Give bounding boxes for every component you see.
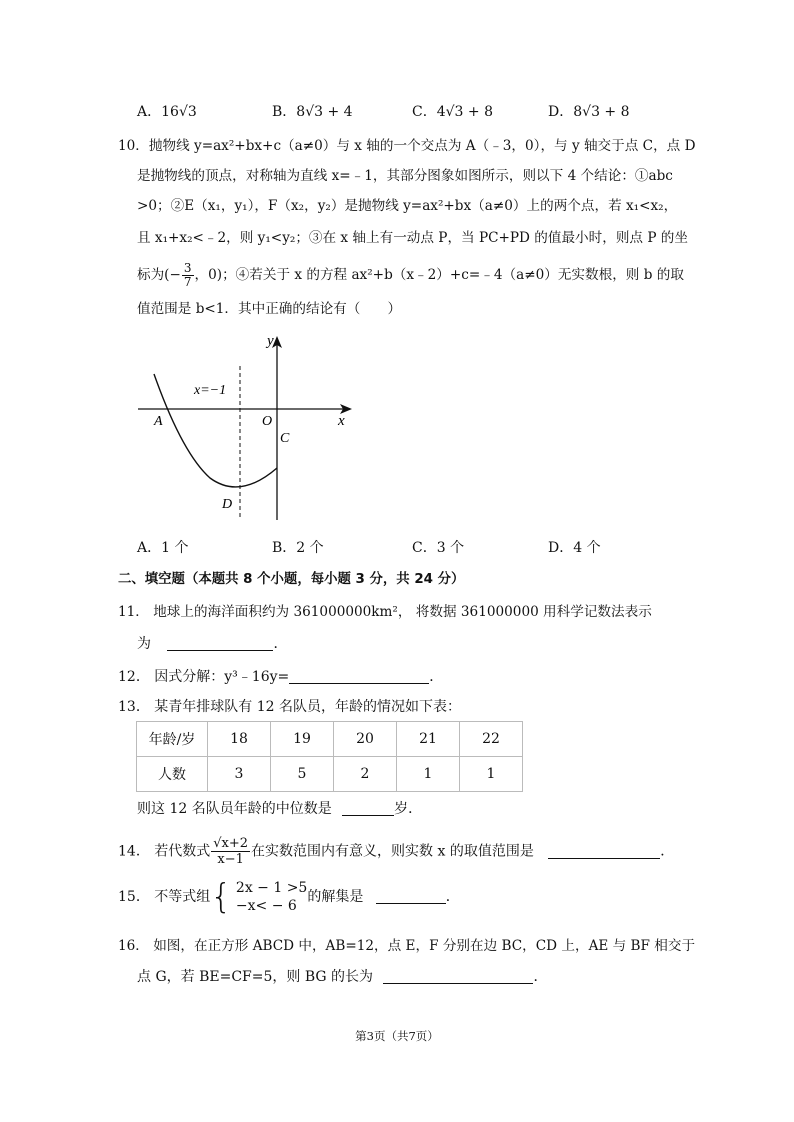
table-cell: 1 [460,757,523,792]
q10-line1: 10．抛物线 y=ax²+bx+c（a≠0）与 x 轴的一个交点为 A（﹣3，0），与 y 轴交于点 C，点 D [118,138,696,154]
q10-option-d: D．4 个 [548,540,601,556]
q9-option-a: A．16√3 [137,104,197,120]
section-title: 二、填空题（本题共 8 个小题，每小题 3 分，共 24 分） [118,572,465,587]
q9-option-c: C．4√3 + 8 [412,104,493,120]
q14-answer-blank[interactable] [548,842,660,859]
table-cell: 3 [208,757,271,792]
q12-line: 12． 因式分解：y³﹣16y= ． [118,669,444,685]
q10-line3: >0；②E（x₁，y₁），F（x₂，y₂）是抛物线 y=ax²+bx（a≠0）上的两个点，若 x₁<x₂， [137,198,678,214]
q9-option-d: D．8√3 + 8 [548,104,630,120]
fraction-3-7: $\frac{3}{7}$ [183,261,192,289]
q10-option-a: A．1 个 [137,540,189,556]
inequality-system: 2x − 1 >5 −x< − 6 [235,880,308,914]
q16-answer-blank[interactable] [383,967,533,984]
label-origin: O [262,414,273,429]
label-point-d: D [222,497,233,512]
table-cell: 年龄/岁 [137,722,208,757]
table-cell: 人数 [137,757,208,792]
table-cell: 1 [397,757,460,792]
q10-line4: 且 x₁+x₂<﹣2，则 y₁<y₂；③在 x 轴上有一动点 P，当 PC+PD 的值最小时，则点 P 的坐 [137,230,688,246]
parabola-graph [130,328,360,528]
table-cell: 18 [208,722,271,757]
q11-answer-blank[interactable] [167,634,273,651]
q13-line2: 则这 12 名队员年龄的中位数是 岁． [137,801,423,817]
table-cell: 22 [460,722,523,757]
q10-line6: 值范围是 b<1．其中正确的结论有（ ） [137,301,402,317]
q11-line2: 为 ． [137,636,288,652]
q10-option-c: C．3 个 [412,540,465,556]
q10-option-b: B．2 个 [272,540,324,556]
q15-line: 15． 不等式组{ 2x − 1 >5 −x< − 6 的解集是 ． [118,877,460,917]
q11-line1: 11． 地球上的海洋面积约为 361000000km²， 将数据 361000000 用科学记数法表示 [118,604,652,620]
page-footer: 第3页（共7页） [355,1029,439,1043]
q9-option-b: B．8√3 + 4 [272,104,353,120]
q10-line5: 标为(− $\frac{3}{7}$ ，0)；④若关于 x 的方程 ax²+b（x﹣2）+c=﹣4（a≠0）无实数根，则 b 的取 [137,261,684,289]
q15-answer-blank[interactable] [376,887,446,904]
table-row [137,722,523,757]
label-point-c: C [280,431,290,446]
q10-line2: 是抛物线的顶点，对称轴为直线 x=﹣1，其部分图象如图所示，则以下 4 个结论：①abc [137,168,673,184]
label-point-a: A [154,414,163,429]
q14-line: 14． 若代数式 $\frac{√x+2}{x-1}$ 在实数范围内有意义，则实数 x 的取值范围是 ． [118,836,675,867]
table-cell: 20 [334,722,397,757]
table-cell: 19 [271,722,334,757]
brace-icon: { [210,877,232,917]
table-cell: 21 [397,722,460,757]
table-row [137,757,523,792]
label-x: x [338,413,345,429]
q16-line2: 点 G，若 BE=CF=5，则 BG 的长为 ． [137,969,548,985]
q12-answer-blank[interactable] [289,667,429,684]
label-y: y [267,333,274,349]
age-table [136,721,523,792]
table-cell: 5 [271,757,334,792]
q16-line1: 16． 如图，在正方形 ABCD 中，AB=12，点 E，F 分别在边 BC，CD 上，AE 与 BF 相交于 [118,938,696,954]
q13-line1: 13． 某青年排球队有 12 名队员，年龄的情况如下表： [118,699,461,715]
label-symmetry: x=−1 [194,383,227,398]
table-cell: 2 [334,757,397,792]
fraction-sqrt: $\frac{√x+2}{x-1}$ [213,836,249,867]
q13-answer-blank[interactable] [342,799,394,816]
